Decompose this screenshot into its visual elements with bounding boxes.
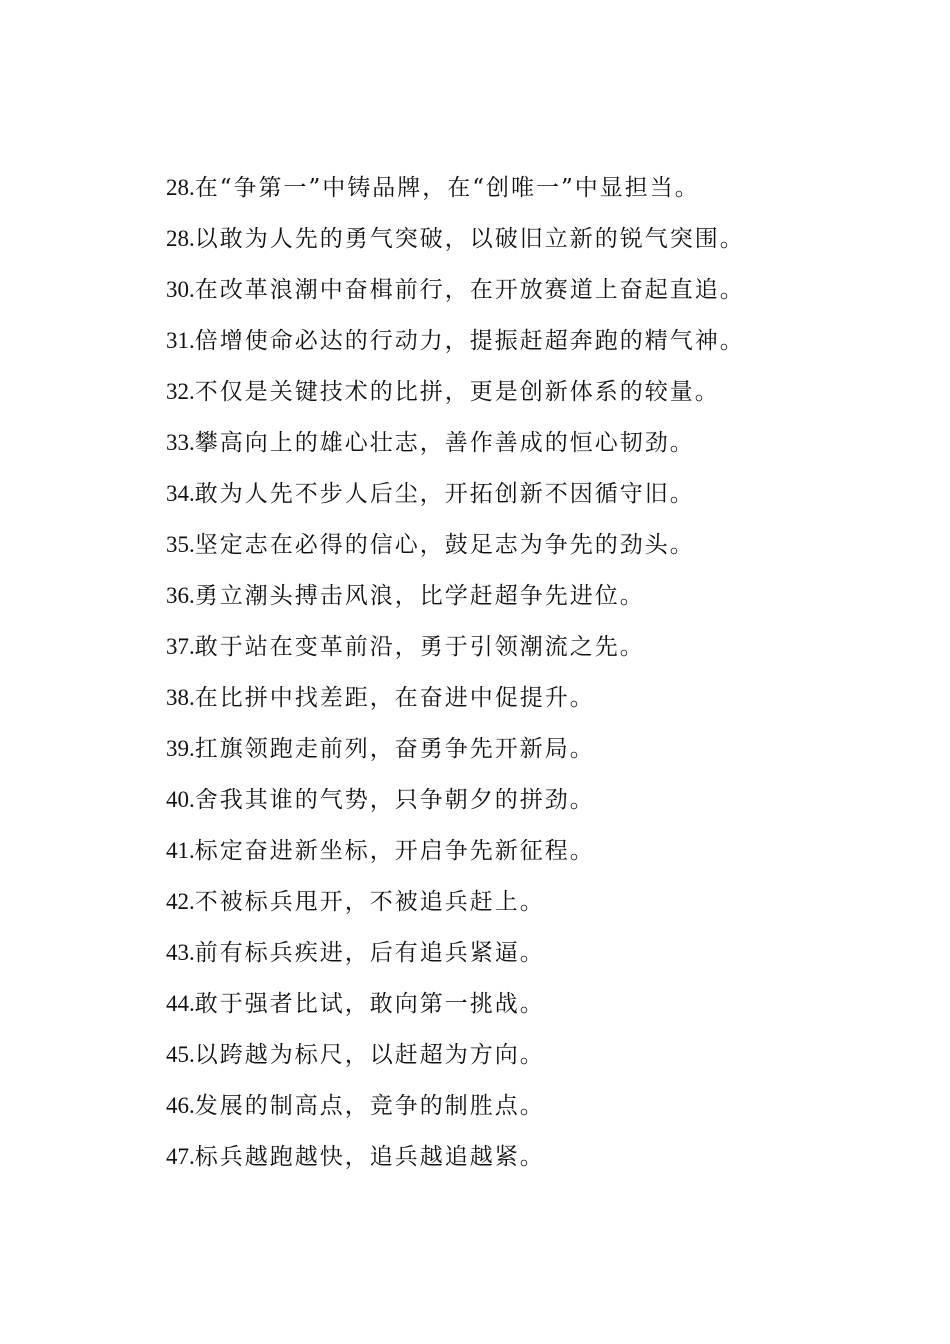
slogan-line — [166, 978, 745, 1029]
slogan-line — [166, 570, 745, 621]
line-text: 敢为人先不步人后尘，开拓创新不因循守旧。 — [194, 481, 695, 507]
slogan-line — [166, 1080, 745, 1131]
line-text: 攀高向上的雄心壮志，善作善成的恒心韧劲。 — [194, 430, 695, 456]
line-number: 42. — [166, 889, 195, 914]
line-text: 标兵越跑越快，追兵越追越紧。 — [194, 1144, 545, 1170]
line-number: 31. — [166, 328, 195, 353]
line-number: 36. — [166, 583, 195, 608]
slogan-line — [166, 723, 745, 774]
line-number: 28. — [166, 175, 195, 200]
line-number: 32. — [166, 379, 195, 404]
line-number: 35. — [166, 532, 195, 557]
line-text: 倍增使命必达的行动力，提振赶超奔跑的精气神。 — [194, 328, 745, 354]
line-text: 前有标兵疾进，后有追兵紧逼。 — [194, 940, 545, 966]
slogan-line — [166, 876, 745, 927]
slogan-line — [166, 417, 745, 468]
slogan-line — [166, 927, 745, 978]
slogan-line — [166, 825, 745, 876]
line-text: 标定奋进新坐标，开启争先新征程。 — [194, 838, 595, 864]
line-number: 41. — [166, 838, 195, 863]
slogan-line — [166, 621, 745, 672]
line-text: 敢于站在变革前沿，勇于引领潮流之先。 — [194, 634, 645, 660]
slogan-list — [166, 162, 745, 1182]
slogan-line — [166, 213, 745, 264]
slogan-line — [166, 264, 745, 315]
line-text: 在改革浪潮中奋楫前行，在开放赛道上奋起直追。 — [194, 277, 745, 303]
line-number: 45. — [166, 1042, 195, 1067]
slogan-line — [166, 1131, 745, 1182]
line-text: 舍我其谁的气势，只争朝夕的拼劲。 — [194, 787, 595, 813]
line-number: 43. — [166, 940, 195, 965]
slogan-line — [166, 1029, 745, 1080]
line-number: 47. — [166, 1144, 195, 1169]
line-number: 30. — [166, 277, 195, 302]
line-text: 在“争第一”中铸品牌，在“创唯一”中显担当。 — [194, 175, 700, 201]
line-text: 在比拼中找差距，在奋进中促提升。 — [194, 685, 595, 711]
line-number: 40. — [166, 787, 195, 812]
line-text: 扛旗领跑走前列，奋勇争先开新局。 — [194, 736, 595, 762]
line-text: 以敢为人先的勇气突破，以破旧立新的锐气突围。 — [194, 226, 745, 252]
line-number: 38. — [166, 685, 195, 710]
line-text: 坚定志在必得的信心，鼓足志为争先的劲头。 — [194, 532, 695, 558]
line-number: 39. — [166, 736, 195, 761]
line-text: 以跨越为标尺，以赶超为方向。 — [194, 1042, 545, 1068]
slogan-line — [166, 162, 745, 213]
line-text: 不被标兵甩开，不被追兵赶上。 — [194, 889, 545, 915]
slogan-line — [166, 315, 745, 366]
slogan-line — [166, 468, 745, 519]
line-text: 勇立潮头搏击风浪，比学赶超争先进位。 — [194, 583, 645, 609]
slogan-line — [166, 366, 745, 417]
slogan-line — [166, 519, 745, 570]
line-number: 34. — [166, 481, 195, 506]
slogan-line — [166, 774, 745, 825]
line-text: 不仅是关键技术的比拼，更是创新体系的较量。 — [194, 379, 720, 405]
line-number: 37. — [166, 634, 195, 659]
line-number: 28. — [166, 226, 195, 251]
line-number: 33. — [166, 430, 195, 455]
line-number: 46. — [166, 1093, 195, 1118]
line-text: 敢于强者比试，敢向第一挑战。 — [194, 991, 545, 1017]
line-number: 44. — [166, 991, 195, 1016]
line-text: 发展的制高点，竞争的制胜点。 — [194, 1093, 545, 1119]
slogan-line — [166, 672, 745, 723]
